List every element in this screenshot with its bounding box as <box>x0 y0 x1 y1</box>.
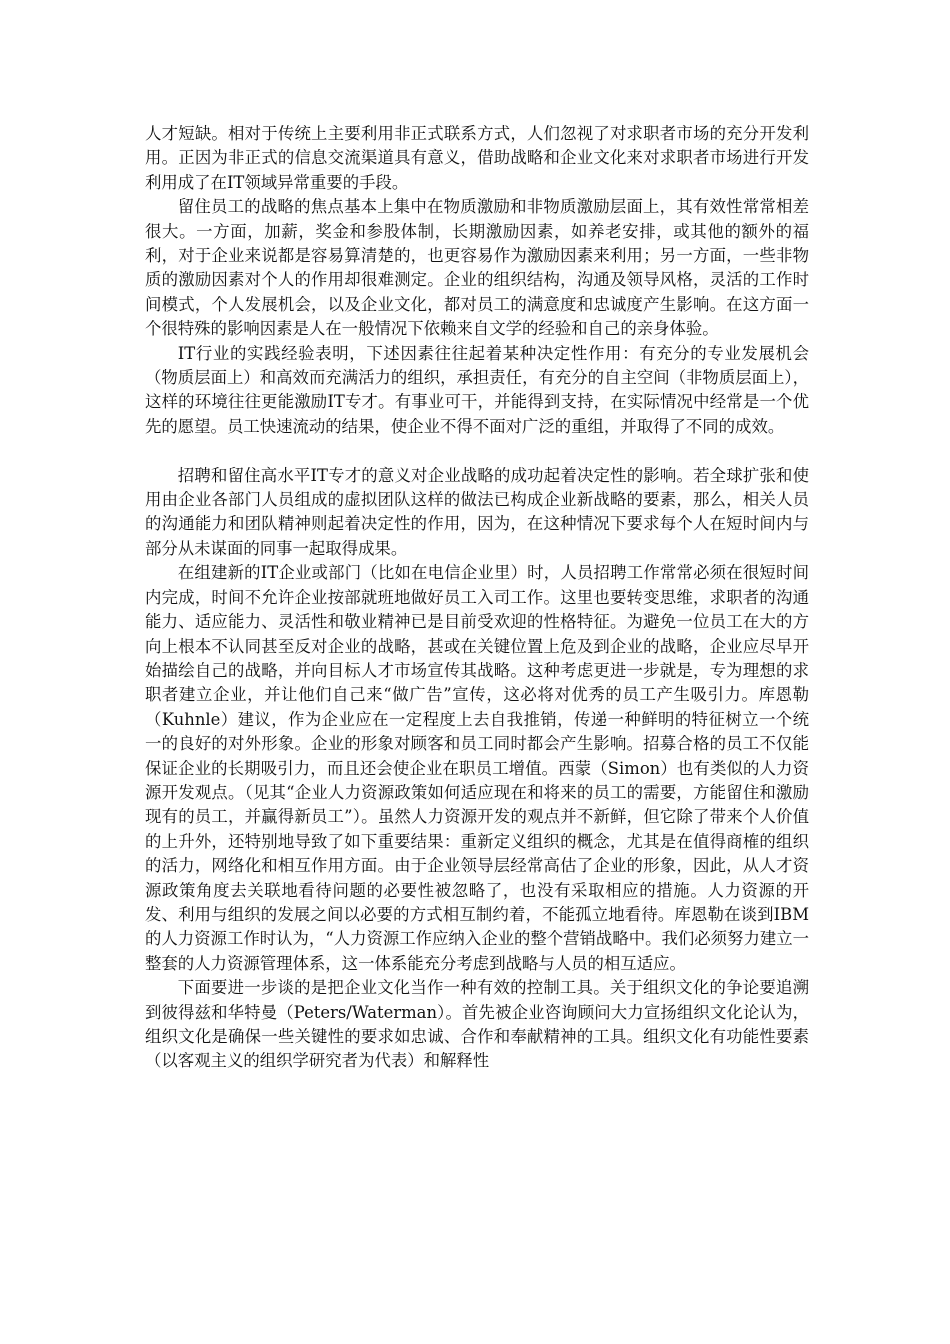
paragraph-talent-shortage: 人才短缺。相对于传统上主要利用非正式联系方式，人们忽视了对求职者市场的充分开发利用。正因为非正式的信息交流渠道具有意义，借助战略和企业文化来对求职者市场进行开发利用成了在IT领域异常重要的手段。 <box>145 124 809 192</box>
paragraph-spacer <box>145 439 809 463</box>
paragraph-it-practice: IT行业的实践经验表明，下述因素往往起着某种决定性作用：有充分的专业发展机会（物质层面上）和高效而充满活力的组织，承担责任，有充分的自主空间（非物质层面上），这样的环境往往更能激励IT专才。有事业可干，并能得到支持，在实际情况中经常是一个优先的愿望。员工快速流动的结果，使企业不得不面对广泛的重组，并取得了不同的成效。 <box>145 343 809 436</box>
paragraph-retention-strategy: 留住员工的战略的焦点基本上集中在物质激励和非物质激励层面上，其有效性常常相差很大。一方面，加薪，奖金和参股体制，长期激励因素，如养老安排，或其他的额外的福利，对于企业来说都是容易算清楚的，也更容易作为激励因素来利用；另一方面，一些非物质的激励因素对个人的作用却很难测定。企业的组织结构，沟通及领导风格，灵活的工作时间模式，个人发展机会，以及企业文化，都对员工的满意度和忠诚度产生影响。在这方面一个很特殊的影响因素是人在一般情况下依赖来自文学的经验和自己的亲身体验。 <box>145 197 809 339</box>
paragraph-corporate-culture: 下面要进一步谈的是把企业文化当作一种有效的控制工具。关于组织文化的争论要追溯到彼得兹和华特曼（Peters/Waterman）。首先被企业咨询顾问大力宣扬组织文化论认为，组织文化是确保一些关键性的要求如忠诚、合作和奉献精神的工具。组织文化有功能性要素（以客观主义的组织学研究者为代表）和解释性 <box>145 978 809 1071</box>
paragraph-new-enterprise-recruitment: 在组建新的IT企业或部门（比如在电信企业里）时，人员招聘工作常常必须在很短时间内完成，时间不允许企业按部就班地做好员工入司工作。这里也要转变思维，求职者的沟通能力、适应能力、灵活性和敬业精神已是目前受欢迎的性格特征。为避免一位员工在大的方向上根本不认同甚至反对企业的战略，甚或在关键位置上危及到企业的战略，企业应尽早开始描绘自己的战略，并向目标人才市场宣传其战略。这种考虑更进一步就是，专为理想的求职者建立企业，并让他们自己来“做广告”宣传，这必将对优秀的员工产生吸引力。库恩勒（Kuhnle）建议，作为企业应在一定程度上去自我推销，传递一种鲜明的特征树立一个统一的良好的对外形象。企业的形象对顾客和员工同时都会产生影响。招募合格的员工不仅能保证企业的长期吸引力，而且还会使企业在职员工增值。西蒙（Simon）也有类似的人力资源开发观点。（见其“企业人力资源政策如何适应现在和将来的员工的需要，方能留住和激励现有的员工，并赢得新员工”）。虽然人力资源开发的观点并不新鲜，但它除了带来个人价值的上升外，还特别地导致了如下重要结果：重新定义组织的概念，尤其是在值得商榷的组织的活力，网络化和相互作用方面。由于企业领导层经常高估了企业的形象，因此，从人才资源政策角度去关联地看待问题的必要性被忽略了，也没有采取相应的措施。人力资源的开发、利用与组织的发展之间以必要的方式相互制约着，不能孤立地看待。库恩勒在谈到IBM的人力资源工作时认为，“人力资源工作应纳入企业的整个营销战略中。我们必须努力建立一整套的人力资源管理体系，这一体系能充分考虑到战略与人员的相互适应。 <box>145 563 810 973</box>
paragraph-recruitment-significance: 招聘和留住高水平IT专才的意义对企业战略的成功起着决定性的影响。若全球扩张和使用由企业各部门人员组成的虚拟团队这样的做法已构成企业新战略的要素，那么，相关人员的沟通能力和团队精神则起着决定性的作用，因为，在这种情况下要求每个人在短时间内与部分从未谋面的同事一起取得成果。 <box>145 465 809 558</box>
document-body <box>145 122 809 1074</box>
